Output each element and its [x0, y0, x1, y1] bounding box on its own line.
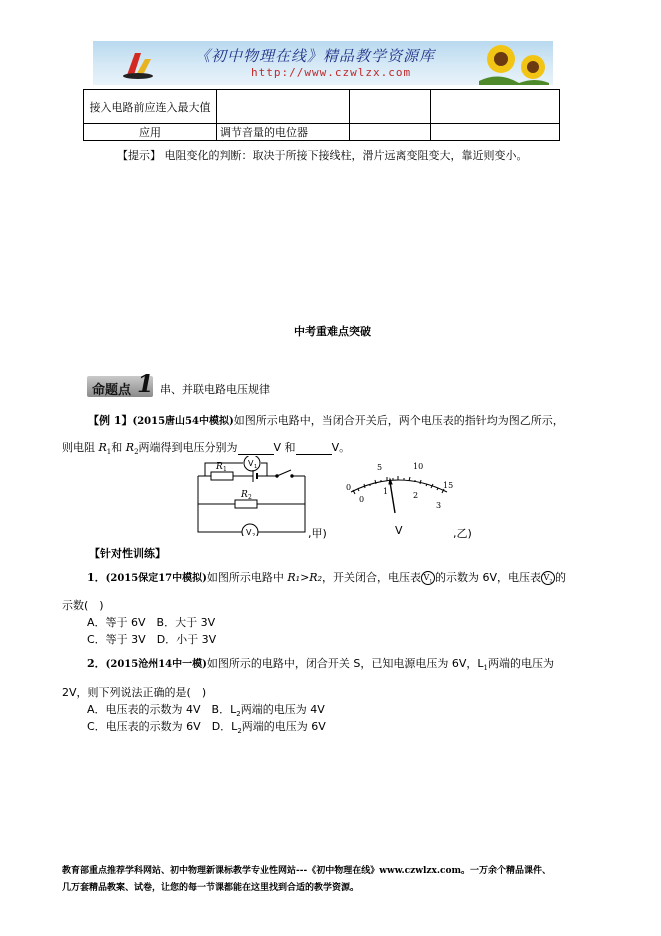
meter-needle	[390, 482, 395, 513]
table-cell	[431, 124, 560, 141]
footer-line1: 教育部重点推荐学科网站、初中物理新课标教学专业性网站---《初中物理在线》www.czwlzx.com。一万余个精品课件、	[62, 866, 552, 876]
example-source: (2015唐山54中模拟)	[132, 416, 234, 427]
q1-condition: R₁>R₂	[287, 571, 322, 584]
r1-subscript: 1	[106, 448, 112, 457]
table-cell: 接入电路前应连入最大值	[84, 90, 217, 124]
q2-number: 2．	[87, 657, 106, 670]
topic-number: 1	[137, 369, 154, 398]
v1-label: V	[248, 459, 254, 468]
inner-tick-label: 2	[413, 491, 419, 500]
answer-blank-2[interactable]	[296, 441, 332, 455]
example-tag: 【例 1】	[88, 414, 133, 427]
example-text: 如图所示电路中，当闭合开关后，两个电压表的指针均为图乙所示，	[233, 414, 564, 427]
q2-line2: 2V，则下列说法正确的是( )	[62, 686, 207, 699]
v1-label-sub: 1	[254, 464, 258, 470]
table-cell	[217, 90, 350, 124]
q1-line1	[87, 569, 566, 585]
q1-v2-sub: 2	[549, 578, 553, 585]
sunflower-icon	[479, 41, 549, 85]
q1-options-cd[interactable]: C．等于 3V D．小于 3V	[87, 633, 217, 646]
q2-l1-sub: 1	[483, 664, 488, 673]
q2-options-ab[interactable]	[87, 701, 325, 718]
r1-label-sub: 1	[223, 466, 227, 473]
figure-caption-yi: ,乙)	[453, 527, 472, 540]
q2-options-cd[interactable]	[87, 718, 326, 735]
table-cell: 调节音量的电位器	[217, 124, 350, 141]
tip-text: 电阻变化的判断：取决于所接下接线柱，滑片远离变阻变大，靠近则变小。	[164, 149, 528, 162]
q1-v1-sub: 1	[429, 578, 433, 585]
inner-tick-label: 0	[359, 495, 365, 504]
blank-unit: V 和	[273, 441, 296, 454]
q1-text: 的	[555, 571, 567, 584]
blank-unit: V。	[331, 441, 351, 454]
circuit-diagram	[193, 456, 308, 536]
q1-text: 如图所示电路中	[206, 571, 288, 584]
r2-label-sub: 2	[248, 494, 252, 501]
q1-line2: 示数( )	[62, 599, 104, 612]
voltmeter-v2-icon: $V_2$	[541, 571, 555, 585]
inner-tick-label: 1	[383, 487, 389, 496]
v2-label: V	[246, 528, 252, 536]
banner-url[interactable]: http://www.czwlzx.com	[251, 66, 412, 79]
example1-line2	[62, 439, 350, 456]
r2-subscript: 2	[134, 448, 139, 457]
site-banner	[93, 41, 553, 85]
r2-label: R	[241, 490, 248, 500]
q2-option-text: 两端的电压为 6V	[241, 720, 326, 733]
q1-text: ，开关闭合，电压表	[321, 571, 421, 584]
example-text: 则电阻	[62, 441, 99, 454]
topic-label: 命题点	[92, 383, 132, 398]
q2-text: 如图所示的电路中，闭合开关 S，已知电源电压为 6V，L	[206, 657, 484, 670]
example1-line1	[88, 412, 564, 428]
tip-label: 【提示】	[117, 149, 161, 162]
q2-option-text: C．电压表的示数为 6V D．L	[87, 720, 238, 733]
voltmeter-dial	[343, 460, 463, 540]
outer-tick-label: 15	[443, 481, 454, 490]
table-row	[84, 90, 560, 124]
comparison-table	[83, 89, 560, 141]
table-cell	[350, 124, 431, 141]
training-heading: 【针对性训练】	[89, 547, 166, 560]
meter-unit: V	[395, 524, 403, 537]
q2-text: 两端的电压为	[487, 657, 554, 670]
page-footer	[62, 863, 622, 897]
q2-option-text: A．电压表的示数为 4V B．L	[87, 703, 237, 716]
q2-option-sub: 2	[236, 710, 241, 719]
table-cell	[350, 90, 431, 124]
footer-line2: 几万套精品教案、试卷，让您的每一节课都能在这里找到合适的教学资源。	[62, 883, 360, 893]
outer-tick-label: 10	[413, 462, 424, 471]
topic-title: 串、并联电路电压规律	[160, 383, 270, 396]
site-logo-icon	[121, 47, 155, 81]
r1-label: R	[216, 462, 223, 472]
banner-title: 《初中物理在线》精品教学资源库	[195, 47, 436, 65]
r2-resistor	[235, 500, 257, 508]
q2-option-text: 两端的电压为 4V	[240, 703, 325, 716]
figure-caption-jia: ,甲)	[308, 527, 327, 540]
v2-label-sub: 2	[252, 533, 256, 536]
tip-line	[117, 147, 528, 163]
q1-source: (2015保定17中模拟)	[105, 573, 207, 584]
outer-tick-label: 0	[346, 483, 352, 492]
r1-resistor	[211, 472, 233, 480]
table-cell	[431, 90, 560, 124]
table-cell: 应用	[84, 124, 217, 141]
q1-number: 1．	[87, 571, 106, 584]
voltmeter-v1-icon: $V_1$	[421, 571, 435, 585]
outer-tick-label: 5	[377, 463, 383, 472]
q2-line1	[87, 655, 554, 672]
q2-source: (2015沧州14中一模)	[105, 659, 207, 670]
q2-option-sub: 2	[237, 727, 242, 736]
r1-symbol: R	[98, 441, 107, 454]
section-heading: 中考重难点突破	[294, 325, 371, 338]
table-row	[84, 124, 560, 141]
example-text: 两端得到电压分别为	[138, 441, 238, 454]
r2-symbol: R	[125, 441, 135, 454]
q1-text: 的示数为 6V，电压表	[434, 571, 542, 584]
example-text: 和	[111, 441, 126, 454]
inner-tick-label: 3	[436, 501, 442, 510]
answer-blank-1[interactable]	[238, 441, 274, 455]
q1-options-ab[interactable]: A．等于 6V B．大于 3V	[87, 616, 216, 629]
